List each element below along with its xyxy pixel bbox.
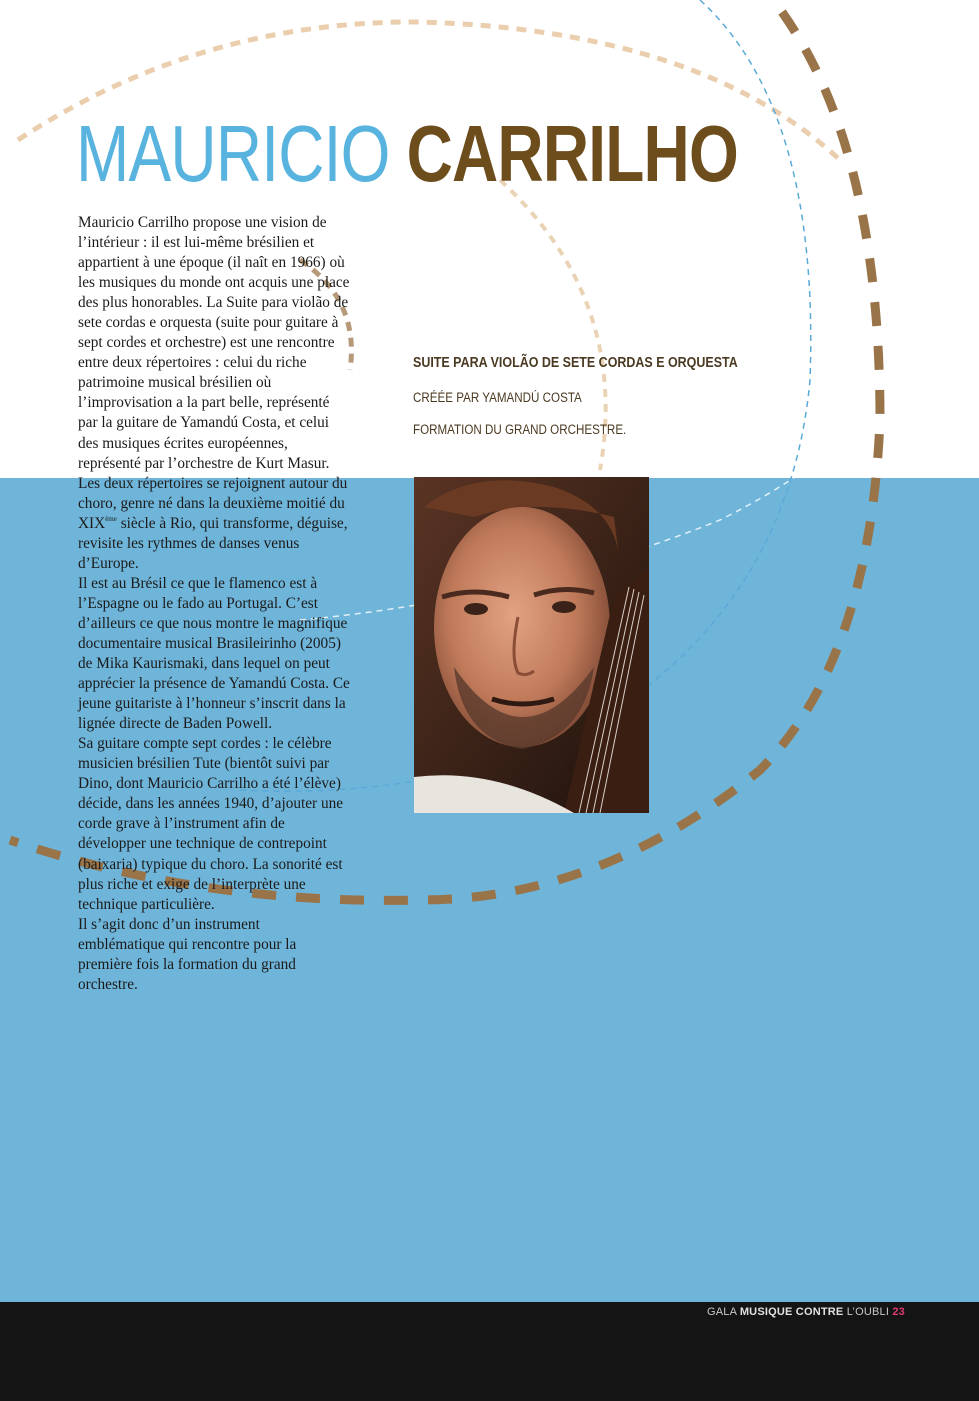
title-first-name: MAURICIO xyxy=(76,109,390,198)
title-last-name: CARRILHO xyxy=(406,109,738,198)
footer-event-name-bold: MUSIQUE CONTRE xyxy=(739,1306,844,1318)
footer-gala: GALA xyxy=(707,1306,737,1318)
paragraph-3: Sa guitare compte sept cordes : le célèbre musicien brésilien Tute (bientôt suivi par Dino, dont Mauricio Carrilho a été l’élève) décide, dans les années 1940, d’ajouter une corde grave à l’instrument afin de développer une technique de contrepoint (baixaria) typique du choro. La sonorité est plus riche et exige de l’interprète une technique particulière. xyxy=(78,735,344,913)
footer-event-name-light: L’OUBLI xyxy=(846,1306,890,1318)
paragraph-1-end: siècle à Rio, qui transforme, déguise, revisite les rythmes de danses venus d’Europe. xyxy=(78,514,348,572)
work-formation: FORMATION DU GRAND ORCHESTRE. xyxy=(413,422,627,437)
page-number: 23 xyxy=(892,1306,905,1318)
portrait-illustration xyxy=(414,477,649,813)
footer-text xyxy=(707,1306,905,1318)
paragraph-4: Il s’agit donc d’un instrument emblématique qui rencontre pour la première fois la formation du grand orchestre. xyxy=(78,915,297,993)
portrait-photo xyxy=(414,477,649,813)
paragraph-1 xyxy=(78,213,350,574)
work-title: SUITE PARA VIOLÃO DE SETE CORDAS E ORQUESTA xyxy=(413,355,738,371)
work-info xyxy=(413,353,773,439)
superscript: ème xyxy=(105,514,117,523)
paragraph-2: Il est au Brésil ce que le flamenco est à l’Espagne ou le fado au Portugal. C’est d’ailleurs ce que nous montre le magnifique documentaire musical Brasileirinho (2005) de Mika Kaurismaki, dans lequel on peut apprécier la présence de Yamandú Costa. Ce jeune guitariste à l’honneur s’inscrit dans la lignée directe de Baden Powell. xyxy=(78,574,350,733)
page-title xyxy=(76,109,738,198)
paragraph-1-text: Mauricio Carrilho propose une vision de l’intérieur : il est lui-même brésilien et appartient à une époque (il naît en 1966) où les musiques du monde ont acquis une place des plus honorables. La Suite para violão de sete cordas e orquesta (suite pour guitare à sept cordes et orchestre) est une rencontre entre deux répertoires : celui du riche patrimoine musical brésilien où l’improvisation a la part belle, représenté par la guitare de Yamandú Costa, et celui des musiques écrites européennes, représenté par l’orchestre de Kurt Masur. Les deux répertoires se rejoignent autour du choro, genre né dans la deuxième moitié du XIX xyxy=(78,214,350,532)
article-body xyxy=(78,213,350,995)
work-creator: CRÉÉE PAR YAMANDÚ COSTA xyxy=(413,390,582,405)
